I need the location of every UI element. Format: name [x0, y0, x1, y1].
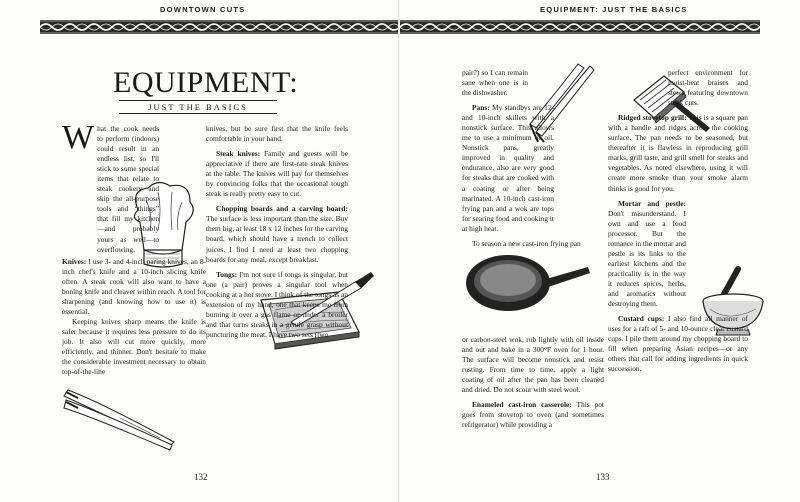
- dropcap: W: [62, 119, 95, 156]
- tongs-illustration: [60, 388, 180, 463]
- pans-paragraph: [462, 103, 554, 234]
- custard-heading: Custard cups:: [618, 314, 665, 324]
- sharp-paragraph: [62, 317, 206, 377]
- right-col2-cont: perfect environment for moist-heat braises and stews featuring downtown steak cuts.: [668, 68, 748, 108]
- decorative-border-right: [400, 20, 760, 34]
- title-subtitle: JUST THE BASICS: [119, 100, 277, 114]
- grill-heading: Ridged stovetop grill:: [618, 113, 687, 123]
- knives-paragraph: [62, 255, 206, 317]
- tongs-heading: Tongs:: [216, 269, 238, 279]
- page-number-right: 133: [596, 472, 610, 482]
- mortar-paragraph: [608, 199, 686, 310]
- mortar-heading: Mortar and pestle:: [618, 198, 686, 208]
- board-body: The surface is less important than the size. Buy them big, at least 18 x 12 inches for the carving board, which should have a trench to collect juices. I find I need at least two chopping boards for any meal, except breakfast.: [206, 214, 348, 264]
- custard-paragraph: [608, 314, 748, 374]
- right-column-2: [608, 68, 748, 374]
- mortar-body: Don't misunderstand. I own and use a food processor. But the romance in the mortar and pestle is its links to the earliest kitchens and the practicality is in the way it reduces spices, herbs, and aromatics without destroying them.: [608, 208, 686, 309]
- tongs-body: I'm not sure if tongs is singular, but one (a pair) proves a singular tool when cooking at a hot stove. I think of the tongs as an extension of my hand, one that keeps me from burning it over a gas flame or under a broiler and that turns steaks in a gentle grasp without puncturing the meat. I have two sets (two: [206, 269, 348, 339]
- intro-paragraph: [62, 119, 206, 255]
- grill-body: This is a square pan with a handle and ridges across the cooking surface. The pan needs to be seasoned, but thereafter it is flawless in reproducing grill marks, grill taste, and grill smell for steaks and vegetables. As noted elsewhere, using it will create more smoke than your smoke alarm thinks is good for you.: [608, 113, 748, 193]
- pans-body: My standbys are 12- and 10-inch skillets with a nonstick surface. This allows me to use a minimum of oil. Nonstick pans, greatly improved in quality and endurance, also are very good for steaks that are cooked with a coating or after being marinated. A 10-inch cast-iron frying pan and a wok are tops for searing food and cooking it at high heat.: [462, 103, 554, 233]
- enameled-heading: Enameled cast-iron casserole:: [472, 400, 572, 410]
- col2-cont: knives, but be sure first that the knife feels comfortable in your hand.: [206, 124, 348, 144]
- running-head-left: DOWNTOWN CUTS: [160, 5, 246, 14]
- board-heading: Chopping boards and a carving board:: [216, 204, 348, 214]
- left-column-2: [206, 124, 348, 340]
- chapter-title: [113, 66, 299, 114]
- steak-body: Family and guests will be appreciative if there are first-rate steak knives at the table. The knives will pay for themselves by convincing folks that the occasional tough steak is really pretty easy to cut.: [206, 149, 348, 199]
- title-main: EQUIPMENT:: [113, 66, 299, 99]
- decorative-border-left: [40, 20, 400, 34]
- season-text-2: or carbon-steel wok, rub lightly with oil inside and out and bake in a 300°F oven for 1 hour. The surface will become nonstick and resist rusting. From time to time, apply a light coating of oil after the pan has been cleaned and dried. Do not scour with steel wool.: [462, 334, 604, 395]
- intro-text: hat the cook needs to perform (indoors) could result in an endless list, so I'll stick to some special items that relate to steak cookery and skip the all-purpose tools and “things” that fill my kitchen—and probably yours as well—to overflowing.: [97, 124, 160, 254]
- season-text: To season a new cast-iron frying pan: [472, 238, 581, 248]
- right-column-1: [462, 68, 604, 430]
- season-paragraph: [462, 239, 604, 249]
- season-paragraph-2: [462, 335, 604, 395]
- pans-heading: Pans:: [472, 103, 490, 113]
- knives-heading: Knives:: [62, 256, 87, 266]
- left-column-1: [62, 119, 206, 377]
- tongs-paragraph: [206, 270, 348, 340]
- steak-heading: Steak knives:: [216, 149, 261, 159]
- running-head-right: EQUIPMENT: JUST THE BASICS: [540, 5, 688, 14]
- board-paragraph: [206, 204, 348, 264]
- sharp-text: Keeping knives sharp means the knife is safer because it requires less pressure to do its job. It also will cut more quickly, more efficiently, and thinner. Don't hesitate to make the considerable investment necessary to obtain top-of-the-line: [62, 316, 206, 377]
- grill-paragraph: [608, 113, 748, 193]
- steak-paragraph: [206, 149, 348, 199]
- right-col1-cont: pair?) so I can remain sane when one is in the dishwasher.: [462, 68, 528, 98]
- knives-body: I use 3- and 4-inch paring knives, an 8-inch chef's knife and a 10-inch slicing knife often. A steak cook will also want to have a boning knife and cleaver within reach. A tool for sharpening (and knowing how to use it) is essential.: [62, 256, 206, 316]
- enameled-paragraph: [462, 400, 604, 430]
- page-number-left: 132: [194, 472, 208, 482]
- right-page: [400, 0, 800, 502]
- enameled-body: This pot goes from stovetop to oven (and sometimes refrigerator) while providing a: [462, 400, 604, 430]
- custard-body: I also find all manner of uses for a raft of 5- and 10-ounce clear custard cups. I pile them around my chopping board to fill when preparing Asian recipes—or any others that call for adding ingredients in quick succession.: [608, 314, 748, 374]
